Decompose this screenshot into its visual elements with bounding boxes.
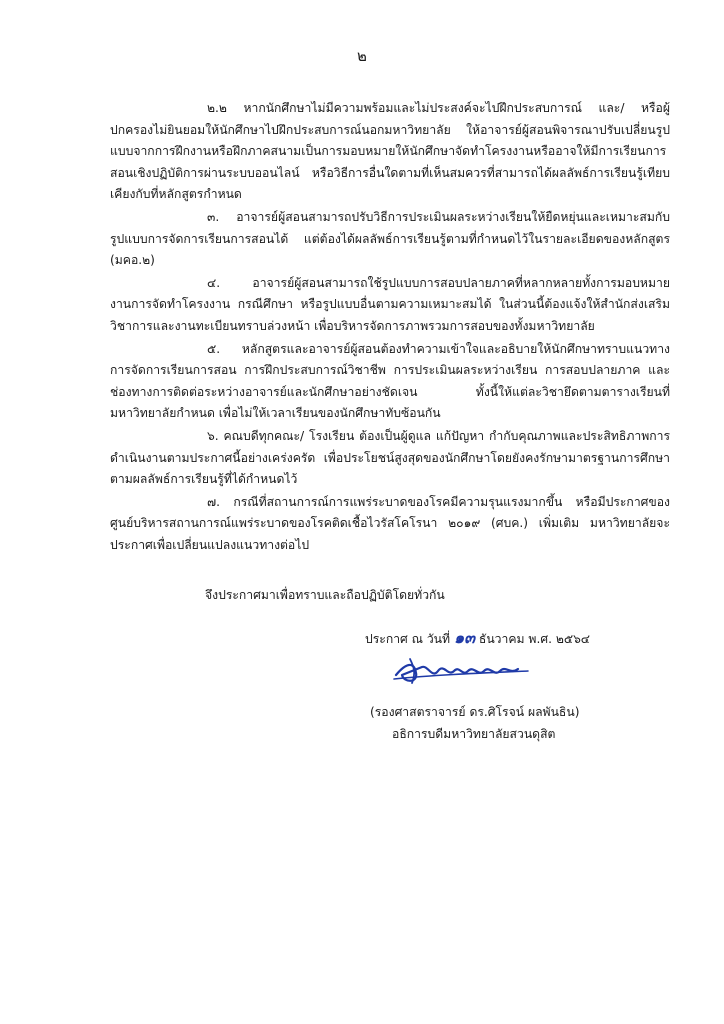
paragraph-6: ๖. คณบดีทุกคณะ/ โรงเรียน ต้องเป็นผู้ดูแล แก้ปัญหา กำกับคุณภาพและประสิทธิภาพการดำเนินงานตามประกาศนี้อย่างเคร่งครัด เพื่อประโยชน์สูงสุดของนักศึกษาโดยยังคงรักษามาตรฐานการศึกษาตามผลลัพธ์การเรียนรู้ที่ได้กำหนดไว้	[110, 428, 670, 487]
paragraph-2-2: ๒.๒ หากนักศึกษาไม่มีความพร้อมและไม่ประสงค์จะไปฝึกประสบการณ์ และ/ หรือผู้ปกครองไม่ยินยอมให้นักศึกษาไปฝึกประสบการณ์นอกมหาวิทยาลัย ให้อาจารย์ผู้สอนพิจารณาปรับเปลี่ยนรูปแบบจากการฝึกงานหรือฝึกภาคสนามเป็นการมอบหมายให้นักศึกษาจัดทำโครงงานหรืออาจให้มีการเรียนการสอนเชิงปฏิบัติการผ่านระบบออนไลน์ หรือวิธีการอื่นใดตามที่เห็นสมควรที่สามารถได้ผลลัพธ์การเรียนรู้เทียบเคียงกับที่หลักสูตรกำหนด	[110, 101, 670, 202]
announcement-date	[365, 626, 590, 651]
paragraph-7: ๗. กรณีที่สถานการณ์การแพร่ระบาดของโรคมีความรุนแรงมากขึ้น หรือมีประกาศของศูนย์บริหารสถานการณ์แพร่ระบาดของโรคติดเชื้อไวรัสโคโรนา ๒๐๑๙ (ศบค.) เพิ่มเติม มหาวิทยาลัยจะประกาศเพื่อเปลี่ยนแปลงแนวทางต่อไป	[110, 494, 670, 552]
closing-statement: จึงประกาศมาเพื่อทราบและถือปฏิบัติโดยทั่วกัน	[205, 588, 445, 602]
paragraph-3: ๓. อาจารย์ผู้สอนสามารถปรับวิธีการประเมินผลระหว่างเรียนให้ยืดหยุ่นและเหมาะสมกับรูปแบบการจัดการเรียนการสอนได้ แต่ต้องได้ผลลัพธ์การเรียนรู้ตามที่กำหนดไว้ในรายละเอียดของหลักสูตร (มคอ.๒)	[110, 209, 670, 268]
paragraph-5: ๕. หลักสูตรและอาจารย์ผู้สอนต้องทำความเข้าใจและอธิบายให้นักศึกษาทราบแนวทางการจัดการเรียนการสอน การฝึกประสบการณ์วิชาชีพ การประเมินผลระหว่างเรียน การสอบปลายภาค และช่องทางการติดต่อระหว่างอาจารย์และนักศึกษาอย่างชัดเจน ทั้งนี้ให้แต่ละวิชายึดตามตารางเรียนที่มหาวิทยาลัยกำหนด เพื่อไม่ให้เวลาเรียนของนักศึกษาทับซ้อนกัน	[110, 341, 670, 421]
signer-name: (รองศาสตราจารย์ ดร.ศิโรจน์ ผลพันธิน)	[370, 705, 580, 719]
handwritten-signature	[392, 653, 532, 689]
handwritten-day: ๑๓	[453, 628, 476, 647]
paragraph-4: ๔. อาจารย์ผู้สอนสามารถใช้รูปแบบการสอบปลายภาคที่หลากหลายทั้งการมอบหมายงานการจัดทำโครงงาน กรณีศึกษา หรือรูปแบบอื่นตามความเหมาะสมได้ ในส่วนนี้ต้องแจ้งให้สำนักส่งเสริมวิชาการและงานทะเบียนทราบล่วงหน้า เพื่อบริหารจัดการภาพรวมการสอบของทั้งมหาวิทยาลัย	[110, 275, 670, 333]
date-suffix: ธันวาคม พ.ศ. ๒๕๖๔	[478, 632, 591, 646]
page-number: ๒	[357, 47, 367, 65]
date-prefix: ประกาศ ณ วันที่	[365, 632, 451, 646]
announcement-body	[110, 98, 670, 557]
signer-title: อธิการบดีมหาวิทยาลัยสวนดุสิต	[392, 727, 556, 741]
